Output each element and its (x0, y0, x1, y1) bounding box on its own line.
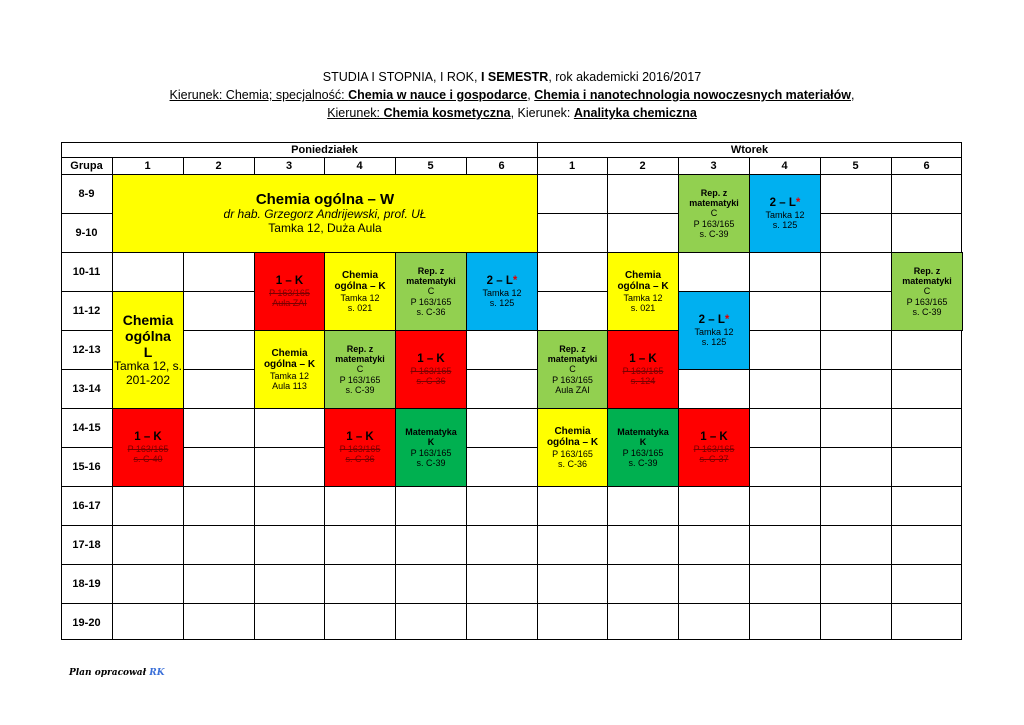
class-detail: Tamka 12 (482, 287, 522, 298)
class-detail: s. C-36 (416, 307, 446, 318)
class-detail: s. C-39 (628, 457, 658, 468)
class-block[interactable] (112, 408, 184, 487)
hour-label: 8-9 (78, 187, 95, 200)
class-detail: Aula ZAI (272, 298, 307, 309)
group-number: 3 (710, 159, 717, 172)
group-number: 2 (215, 159, 222, 172)
hour-label: 19-20 (72, 616, 101, 629)
group-label: Grupa (70, 159, 103, 172)
class-room: Tamka 12, Duża Aula (268, 221, 382, 236)
class-title: Chemia ogólna – K (546, 425, 599, 449)
class-block[interactable] (607, 252, 679, 331)
grid-row-line (61, 142, 112, 143)
class-detail: s. C-36 (557, 459, 587, 469)
grid-row-line (61, 564, 962, 565)
class-block[interactable] (678, 174, 750, 253)
class-title: Rep. z matematyki (902, 265, 952, 286)
day-header: Wtorek (730, 143, 769, 156)
class-detail: s. 021 (347, 303, 373, 313)
hour-label: 10-11 (72, 265, 101, 278)
grid-row-line (61, 447, 962, 448)
class-block[interactable] (112, 174, 538, 253)
class-block[interactable] (254, 330, 325, 409)
class-detail: s. C-36 (416, 376, 446, 387)
class-detail: Tamka 12 (269, 370, 310, 381)
class-detail: Tamka 12 (340, 292, 380, 303)
class-title: Chemia ogólna – W (255, 191, 395, 209)
class-block[interactable] (749, 174, 821, 253)
class-block[interactable] (254, 252, 325, 331)
schedule-table (61, 142, 962, 640)
class-detail: P 163/165 (127, 443, 169, 454)
group-number: 4 (356, 159, 363, 172)
hour-label: 13-14 (72, 382, 101, 395)
class-detail: C (923, 286, 931, 297)
class-teacher: dr hab. Grzegorz Andrijewski, prof. UŁ (223, 207, 427, 222)
class-block[interactable] (112, 291, 184, 409)
class-block[interactable] (607, 330, 679, 409)
class-title: Chemia ogólna – K (334, 269, 386, 293)
class-detail: P 163/165 (693, 218, 735, 229)
star-mark: * (512, 274, 518, 287)
class-detail: s. C-39 (699, 229, 729, 240)
class-detail: P 163/165 (410, 296, 452, 307)
class-detail: s. 125 (489, 298, 515, 309)
class-title: 1 – K (134, 430, 162, 443)
class-title: Rep. z matematyki (335, 343, 385, 364)
title-line-1: STUDIA I STOPNIA, I ROK, I SEMESTR, rok akademicki 2016/2017 (322, 70, 702, 84)
class-detail: P 163/165 (339, 443, 381, 454)
class-block[interactable] (324, 330, 396, 409)
class-detail: P 163/165 (269, 287, 310, 298)
class-detail: C (427, 286, 435, 297)
class-detail: s. C-37 (699, 454, 729, 465)
group-number: 5 (427, 159, 434, 172)
class-detail: Aula 113 (272, 381, 307, 391)
class-detail: s. 125 (772, 220, 798, 231)
class-title: Rep. z matematyki (689, 187, 739, 208)
class-detail: P 163/165 (552, 448, 593, 459)
hour-label: 17-18 (72, 538, 101, 551)
class-title: 1 – K (629, 352, 657, 365)
class-detail: s. C-39 (416, 457, 446, 468)
class-detail: Tamka 12 (694, 326, 734, 337)
hour-label: 11-12 (72, 304, 101, 317)
class-detail: Aula ZAI (555, 385, 590, 396)
group-number: 3 (285, 159, 293, 172)
grid-row-line (61, 408, 962, 409)
class-detail: P 163/165 (410, 365, 452, 376)
class-block[interactable] (537, 408, 608, 487)
group-number: 6 (923, 159, 930, 172)
hour-label: 16-17 (72, 499, 101, 512)
class-room: Tamka 12, s. 201-202 (113, 359, 183, 388)
grid-row-line (61, 639, 962, 640)
day-header: Poniedziałek (291, 143, 358, 156)
grid-row-line (61, 369, 962, 370)
class-detail: Tamka 12 (623, 292, 663, 303)
class-block[interactable] (537, 330, 608, 409)
class-block[interactable] (466, 252, 538, 331)
class-detail: s. C-40 (133, 454, 163, 465)
hour-label: 14-15 (72, 421, 101, 434)
class-detail: P 163/165 (693, 443, 735, 454)
grid-row-line (61, 525, 962, 526)
class-block[interactable] (395, 330, 467, 409)
class-title: Rep. z matematyki (547, 343, 598, 364)
footer-credit: Plan opracował RK (69, 668, 165, 678)
group-number: 5 (852, 159, 859, 172)
group-number: 4 (781, 159, 788, 172)
class-block[interactable] (395, 252, 467, 331)
class-block[interactable] (395, 408, 467, 487)
title-line-3: Kierunek: Chemia kosmetyczna, Kierunek: Analityka chemiczna (327, 106, 697, 120)
star-mark: * (724, 313, 730, 326)
class-block[interactable] (678, 408, 750, 487)
title-line-2: Kierunek: Chemia; specjalność: Chemia w nauce i gospodarce, Chemia i nanotechnologia nowoczesnych materiałów, (169, 88, 855, 102)
class-detail: s. C-36 (345, 454, 375, 465)
class-detail: s. 021 (630, 303, 656, 313)
class-title: 1 – K (346, 430, 374, 443)
class-title: 2 – L* (486, 274, 518, 287)
hour-label: 9-10 (75, 226, 98, 239)
class-detail: P 163/165 (622, 447, 664, 458)
class-title: Matematyka K (617, 426, 669, 448)
class-title: Chemia ogólna – K (263, 347, 316, 371)
class-title: 2 – L* (698, 313, 730, 326)
hour-label: 15-16 (72, 460, 101, 473)
class-title: 1 – K (700, 430, 728, 443)
class-title: Chemia ogólna – K (617, 269, 669, 293)
class-detail: C (356, 364, 364, 375)
class-detail: s. 124 (630, 376, 656, 387)
class-block[interactable] (324, 252, 396, 331)
group-number: 2 (639, 159, 646, 172)
hour-label: 12-13 (72, 343, 101, 356)
grid-row-line (61, 486, 962, 487)
class-block[interactable] (607, 408, 679, 487)
class-detail: s. C-39 (345, 385, 375, 396)
grid-col-line (891, 157, 892, 640)
class-title: Chemia ogólna L (122, 312, 174, 361)
class-detail: s. 125 (701, 337, 727, 348)
class-detail: P 163/165 (906, 296, 948, 307)
group-number: 1 (144, 159, 151, 172)
class-detail: P 163/165 (339, 374, 381, 385)
grid-col-line (961, 142, 962, 640)
class-detail: P 163/165 (552, 374, 593, 385)
class-title: Rep. z matematyki (406, 265, 456, 286)
class-detail: C (569, 364, 576, 375)
class-detail: s. C-39 (912, 307, 942, 318)
star-mark: * (795, 196, 801, 209)
class-detail: Tamka 12 (765, 209, 805, 220)
class-detail: P 163/165 (622, 365, 664, 376)
class-detail: C (710, 208, 718, 219)
class-block[interactable] (324, 408, 396, 487)
class-title: 1 – K (417, 352, 445, 365)
group-number: 6 (498, 159, 505, 172)
grid-row-line (61, 603, 962, 604)
class-block[interactable] (678, 291, 750, 370)
class-title: Matematyka K (405, 426, 457, 448)
class-block[interactable] (891, 252, 963, 331)
class-title: 2 – L* (769, 196, 801, 209)
class-detail: P 163/165 (410, 447, 452, 458)
hour-label: 18-19 (72, 577, 101, 590)
class-title: 1 – K (275, 274, 304, 287)
group-number: 1 (568, 159, 576, 172)
